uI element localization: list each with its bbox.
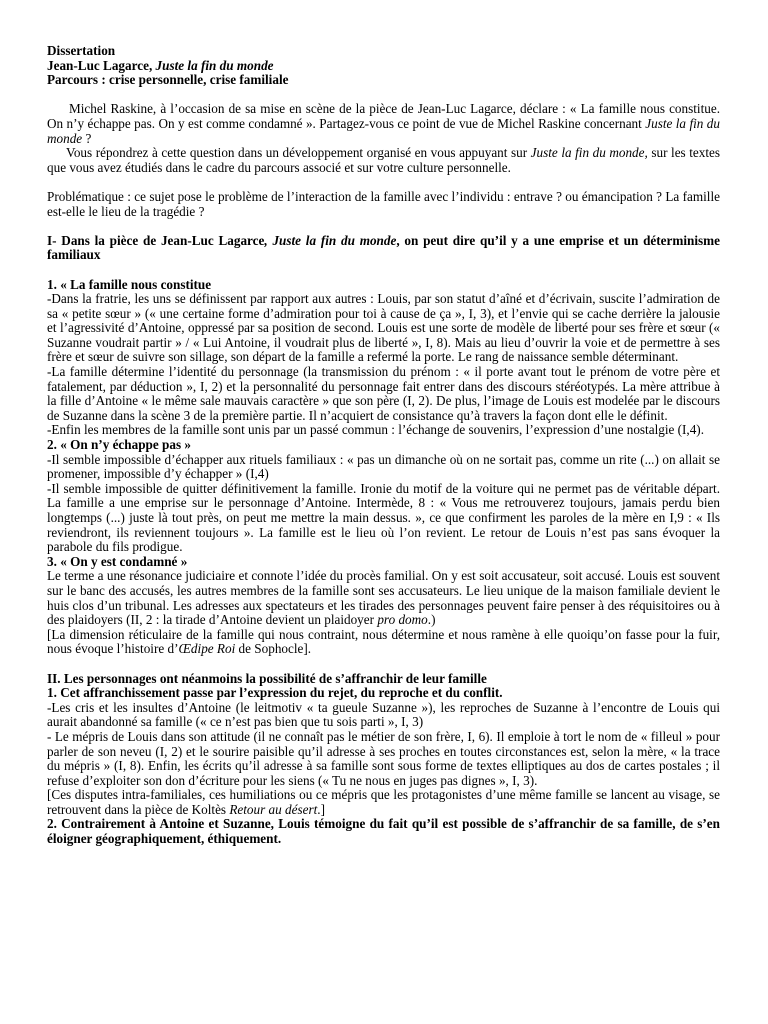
part1-section1-paragraph: -Dans la fratrie, les uns se définissent par rapport aux autres : Louis, par son statut d’aîné et d’écrivain, suscite l’admiration de sa « petite sœur » (« une certaine forme d’admiration pour toi à cause de ça », I, 3), et l’envie qui se cache derrière la jalousie et l’agressivité d’Antoine, oppressé par sa position de second. Louis est une sorte de modèle de liberté pour ses frère et sœur (« Suzanne voudrait partir » / « Lui Antoine, il voudrait plus de liberté », I, 8). Mais au lieu d’ouvrir la voie et de permettre à ses frère et sœur de suivre son sillage, son départ de la famille a refermé la porte. Le rang de naissance semble déterminant. xyxy=(47,291,720,365)
part1-section2-paragraph: -Il semble impossible d’échapper aux rituels familiaux : « pas un dimanche où on ne sortait pas, comme un rite (...) on allait se promener, impossible d’y échapper » (I,4) xyxy=(47,451,720,482)
doc-author-title: Jean-Luc Lagarce, Juste la fin du monde xyxy=(47,57,274,73)
part2-title: II. Les personnages ont néanmoins la possibilité de s’affranchir de leur famille xyxy=(47,670,487,686)
part1-section3-paragraph: Le terme a une résonance judiciaire et connote l’idée du procès familial. On y est soit accusateur, soit accusé. Louis est souvent sur le banc des accusés, les autres membres de la famille sont ses accusateurs. Le lieu unique de la maison familiale devient le huis clos d’un tribunal. Les adresses aux spectateurs et les tirades des personnages peuvent faire penser à des réquisitoires ou à des plaidoyers (II, 2 : la tirade d’Antoine devient un plaidoyer pro domo.) xyxy=(47,568,720,628)
part2-section1-title: 1. Cet affranchissement passe par l’expression du rejet, du reproche et du conflit. xyxy=(47,685,503,701)
subject-paragraph: Michel Raskine, à l’occasion de sa mise en scène de la pièce de Jean-Luc Lagarce, déclare : « La famille nous constitue. On n’y échappe pas. On y est comme condamné ». Partagez-vous ce point de vue de Michel Raskine concernant Juste la fin du monde ? xyxy=(47,101,720,146)
dissertation-page xyxy=(47,44,720,847)
part2-section1-paragraph: - Le mépris de Louis dans son attitude (il ne connaît pas le métier de son frère, I, 6). Il emploie à tort le nom de « filleul » pour parler de son neveu (I, 2) et le sourire paisible qu’il adresse à ses proches en toutes circonstances est, selon la mère, « la trace du mépris » (I, 8). Enfin, les écrits qu’il adresse à sa famille sont sous forme de textes elliptiques au dos de cartes postales ; il refuse d’exploiter son don d’écriture pour les siens (« Tu ne nous en juges pas dignes », I, 3). xyxy=(47,728,720,788)
part1-section2-paragraph: -Il semble impossible de quitter définitivement la famille. Ironie du motif de la voiture qui ne permet pas de véritable départ. La famille a une emprise sur le personnage d’Antoine. Intermède, 8 : « Vous me retrouverez toujours, jamais perdu bien longtemps (...) juste là tout près, on peut me mettre la main dessus. », ce que confirment les paroles de la mère en I,9 : « Ils reviendront, ils reviennent toujours ». La famille est le lieu où l’on revient. Le retour de Louis n’est pas sans évoquer la parabole du fils prodigue. xyxy=(47,480,720,555)
part2-section2-title: 2. Contrairement à Antoine et Suzanne, Louis témoigne du fait qu’il est possible de s’affranchir de sa famille, de s’en éloigner géographiquement, éthiquement. xyxy=(47,816,720,847)
part1-section1-paragraph: -Enfin les membres de la famille sont unis par un passé commun : l’échange de souvenirs, l’expression d’une nostalgie (I,4). xyxy=(47,422,704,438)
work-title: Juste la fin du monde xyxy=(155,57,274,73)
part1-section1-title: 1. « La famille nous constitue xyxy=(47,276,212,292)
part2-section1-note: [Ces disputes intra-familiales, ces humiliations ou ce mépris que les protagonistes d’une même famille se lancent au visage, se retrouvent dans la pièce de Koltès Retour au désert.] xyxy=(47,787,720,817)
problematique: Problématique : ce sujet pose le problème de l’interaction de la famille avec l’individu : entrave ? ou émancipation ? La famille est-elle le lieu de la tragédie ? xyxy=(47,188,720,219)
part1-section3-title: 3. « On y est condamné » xyxy=(47,553,188,569)
part2-section1-paragraph: -Les cris et les insultes d’Antoine (le leitmotiv « ta gueule Suzanne »), les reproches de Suzanne à l’encontre de Louis qui aurait abandonné sa famille (« ce n’est pas bien que tu sois parti », I, 3) xyxy=(47,699,720,730)
part1-section2-title: 2. « On n’y échappe pas » xyxy=(47,437,191,453)
doc-type: Dissertation xyxy=(47,43,116,58)
instructions-paragraph: Vous répondrez à cette question dans un développement organisé en vous appuyant sur Juste la fin du monde, sur les textes que vous avez étudiés dans le cadre du parcours associé et sur votre culture personnelle. xyxy=(47,145,721,175)
part1-title: I- Dans la pièce de Jean-Luc Lagarce, Juste la fin du monde, on peut dire qu’il y a une emprise et un déterminisme familiaux xyxy=(47,232,720,263)
part1-section3-note: [La dimension réticulaire de la famille qui nous contraint, nous détermine et nous ramène à elle quoiqu’on fasse pour la fuir, nous évoque l’histoire d’Œdipe Roi de Sophocle]. xyxy=(47,626,720,657)
part1-section1-paragraph: -La famille détermine l’identité du personnage (la transmission du prénom : « il porte avant tout le prénom de votre père et fatalement, par déduction », I, 2) et la personnalité du personnage fait entrer dans des discours stéréotypés. La mère attribue à la fille d’Antoine « le même sale mauvais caractère » que son père (I, 2). De plus, l’image de Louis est modelée par le discours de Suzanne dans la scène 3 de la première partie. Il n’acquiert de consistance qu’à travers la façon dont elle le définit. xyxy=(47,364,720,423)
doc-parcours: Parcours : crise personnelle, crise familiale xyxy=(47,72,289,88)
